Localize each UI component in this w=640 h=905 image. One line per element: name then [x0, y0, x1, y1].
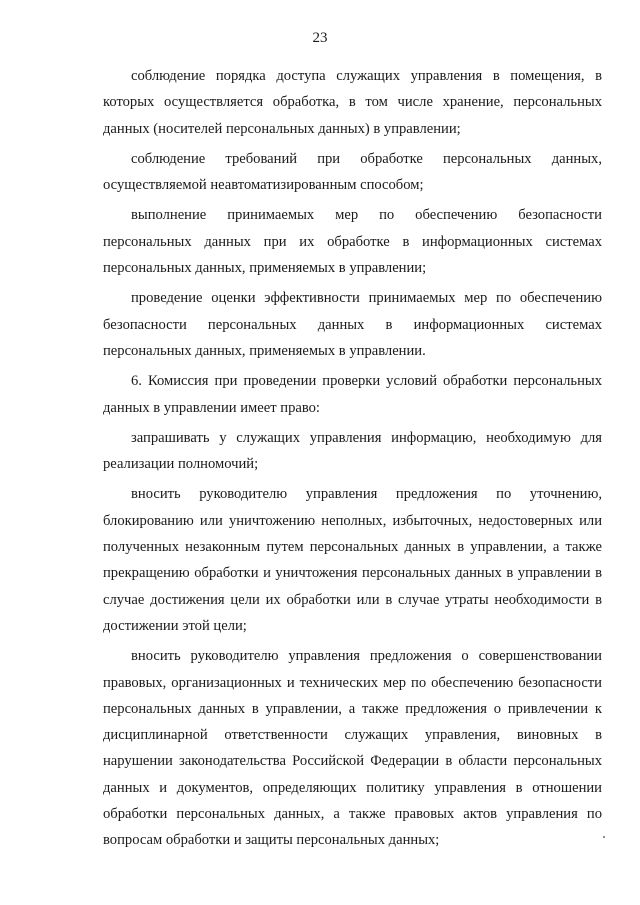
- paragraph-access-order: соблюдение порядка доступа служащих управления в помещения, в которых осуществляется обработка, в том числе хранение, персональных данных (носителей персональных данных) в управлении;: [103, 68, 602, 137]
- paragraph-request-info: запрашивать у служащих управления информацию, необходимую для реализации полномочий;: [103, 429, 602, 473]
- document-body: [103, 63, 602, 858]
- paragraph-effectiveness: проведение оценки эффективности принимаемых мер по обеспечению безопасности персональных данных в информационных системах персональных данных, применяемых в управлении.: [103, 290, 602, 359]
- paragraph-non-automated: соблюдение требований при обработке персональных данных, осуществляемой неавтоматизированным способом;: [103, 150, 602, 194]
- scan-speck: [603, 836, 605, 838]
- paragraph-proposals-improvement: вносить руководителю управления предложения о совершенствовании правовых, организационных и технических мер по обеспечению безопасности персональных данных в управлении, а также предложения о привлечении к дисциплинарной ответственности служащих управления, виновных в нарушении законодательства Российской Федерации в области персональных данных и документов, определяющих политику управления в отношении обработки персональных данных, а также правовых актов управления по вопросам обработки и защиты персональных данных;: [103, 648, 602, 849]
- paragraph-proposals-clarification: вносить руководителю управления предложения по уточнению, блокированию или уничтожению неполных, избыточных, недостоверных или полученных незаконным путем персональных данных в управлении, а также прекращению обработки и уничтожения персональных данных в управлении в случае достижения цели их обработки или в случае утраты необходимости в достижении этой цели;: [103, 486, 602, 634]
- paragraph-commission-rights: 6. Комиссия при проведении проверки условий обработки персональных данных в управлении имеет право:: [103, 373, 602, 416]
- paragraph-security-measures: выполнение принимаемых мер по обеспечению безопасности персональных данных при их обработке в информационных системах персональных данных, применяемых в управлении;: [103, 207, 602, 277]
- page-number: 23: [312, 30, 328, 46]
